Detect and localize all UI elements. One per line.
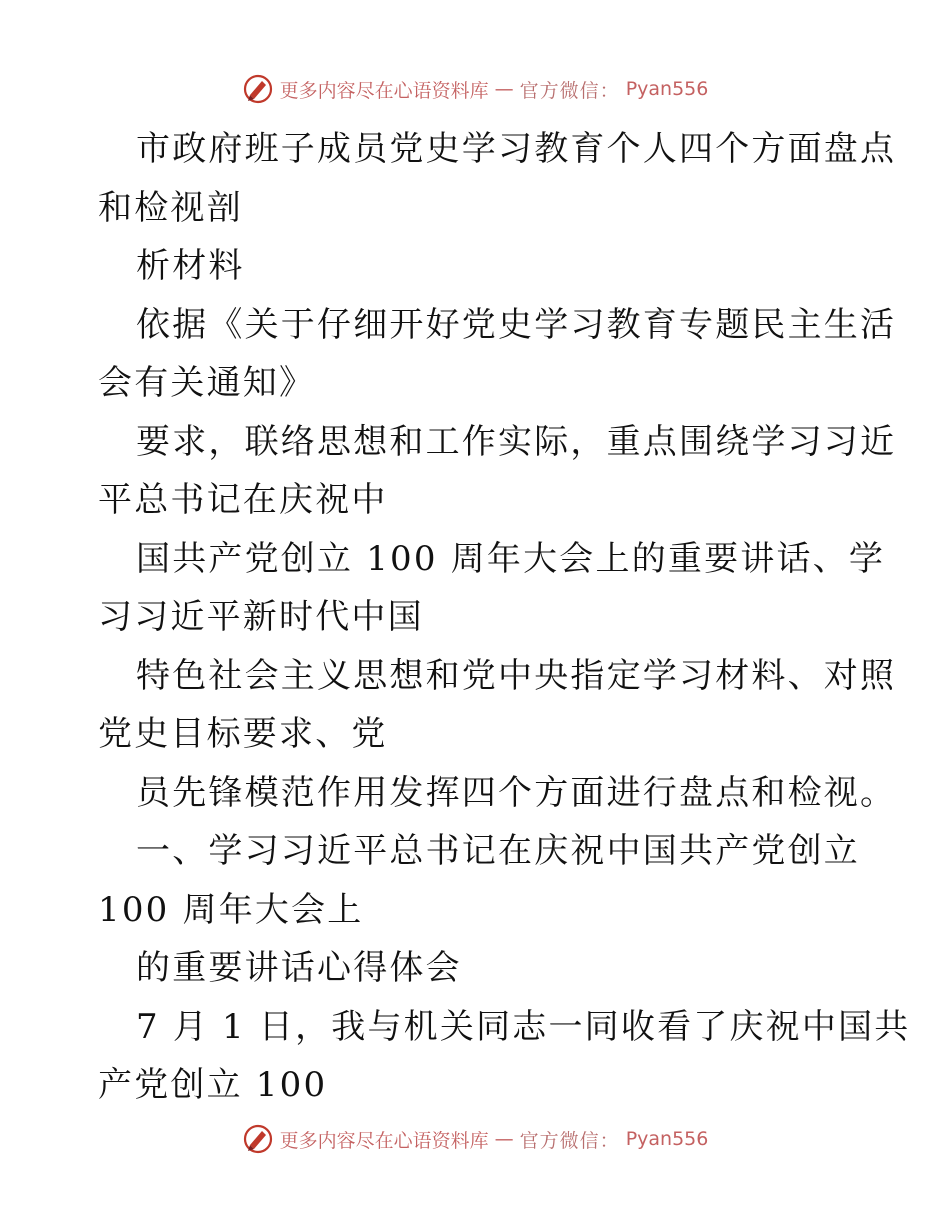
- text-line: 依据《关于仔细开好党史学习教育专题民主生活: [136, 304, 897, 345]
- section-heading-cont: 100 周年大会上: [98, 889, 364, 930]
- watermark-main-text: 更多内容尽在心语资料库: [279, 1129, 489, 1152]
- pen-logo-icon: [242, 1123, 274, 1155]
- pen-logo-icon: [242, 73, 274, 105]
- section-heading: 一、学习习近平总书记在庆祝中国共产党创立: [136, 831, 860, 871]
- watermark-sub-text: 官方微信：: [519, 1129, 620, 1152]
- text-line: 特色社会主义思想和党中央指定学习材料、对照: [136, 655, 897, 696]
- watermark-dash: —: [494, 78, 514, 100]
- text-line: 国共产党创立 100 周年大会上的重要讲话、学: [136, 538, 886, 579]
- watermark-id: Pyan556: [625, 1128, 709, 1150]
- text-line: 要求，联络思想和工作实际，重点围绕学习习近: [136, 421, 897, 462]
- text-line: 党史目标要求、党: [98, 714, 388, 754]
- watermark-sub-text: 官方微信：: [519, 79, 620, 102]
- document-body: [98, 120, 911, 1115]
- text-line: 平总书记在庆祝中: [98, 480, 388, 520]
- text-line: 员先锋模范作用发挥四个方面进行盘点和检视。: [136, 772, 897, 813]
- text-line: 和检视剖: [98, 187, 243, 228]
- watermark-id: Pyan556: [625, 78, 709, 100]
- section-heading-cont: 的重要讲话心得体会: [136, 948, 462, 988]
- text-line: 市政府班子成员党史学习教育个人四个方面盘点: [136, 129, 897, 169]
- watermark-main-text: 更多内容尽在心语资料库: [279, 79, 489, 102]
- text-line: 析材料: [136, 246, 245, 286]
- footer-watermark: [0, 1122, 950, 1156]
- text-line: 会有关通知》: [98, 363, 316, 403]
- text-line: 习习近平新时代中国: [98, 597, 424, 637]
- text-line: 7 月 1 日，我与机关同志一同收看了庆祝中国共: [136, 1006, 911, 1047]
- header-watermark: [0, 72, 950, 106]
- text-line: 产党创立 100: [98, 1065, 328, 1105]
- watermark-dash: —: [494, 1128, 514, 1150]
